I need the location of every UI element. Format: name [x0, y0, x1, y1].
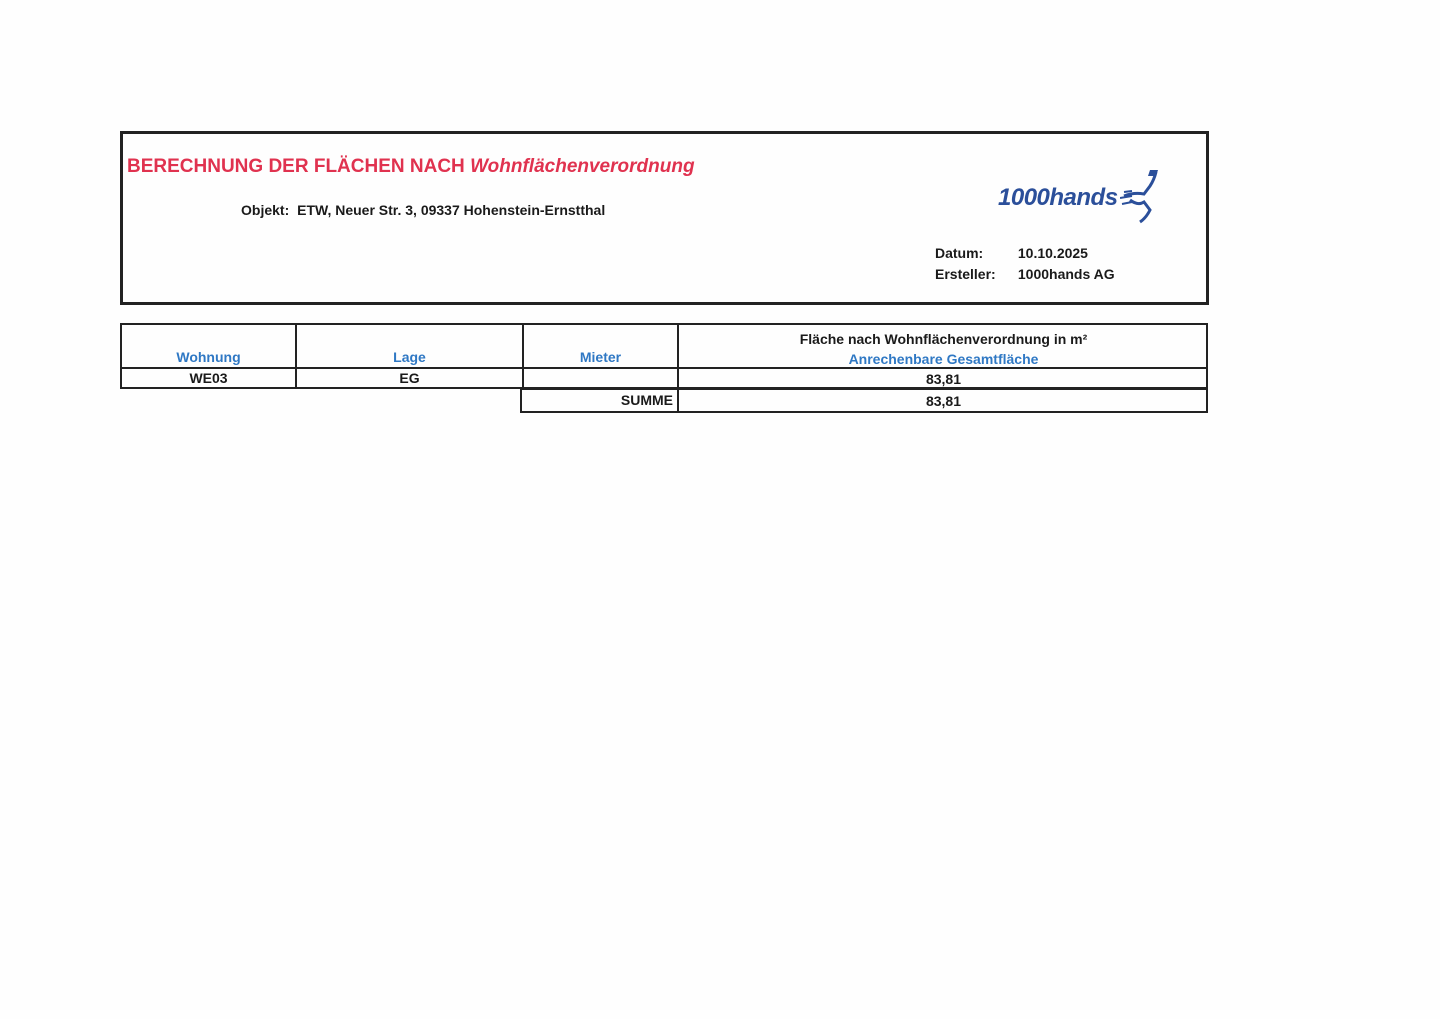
col-header-flaeche-title: Fläche nach Wohnflächenverordnung in m² [799, 331, 1088, 347]
col-header-mieter: Mieter [579, 349, 622, 365]
datum-value: 10.10.2025 [1017, 245, 1088, 261]
company-logo [998, 166, 1168, 226]
hand-scroll-icon [1120, 166, 1160, 224]
logo-text: 1000hands [998, 184, 1118, 211]
title-italic: Wohnflächenverordnung [470, 156, 695, 177]
ersteller-value: 1000hands AG [1017, 266, 1115, 282]
objekt-value: ETW, Neuer Str. 3, 09337 Hohenstein-Ernstthal [297, 202, 606, 218]
summe-value: 83,81 [925, 393, 962, 409]
ersteller-label: Ersteller: [935, 266, 996, 282]
row-lage: EG [399, 370, 420, 386]
col-header-lage: Lage [393, 349, 426, 365]
objekt-label: Objekt: [241, 202, 290, 218]
row-flaeche: 83,81 [925, 371, 962, 387]
objekt-line [241, 202, 605, 218]
ersteller-row [935, 266, 1115, 282]
row-wohnung: WE03 [189, 370, 228, 386]
datum-row [935, 245, 1088, 261]
summe-label: SUMME [620, 392, 673, 408]
datum-label: Datum: [935, 245, 984, 261]
col-header-flaeche-sub: Anrechenbare Gesamtfläche [848, 351, 1039, 367]
summe-row [520, 388, 1208, 413]
document-title [127, 156, 695, 178]
flaechen-table [120, 323, 1208, 389]
col-header-wohnung: Wohnung [176, 349, 241, 365]
header-box [120, 131, 1209, 305]
title-main: BERECHNUNG DER FLÄCHEN NACH [127, 156, 465, 177]
